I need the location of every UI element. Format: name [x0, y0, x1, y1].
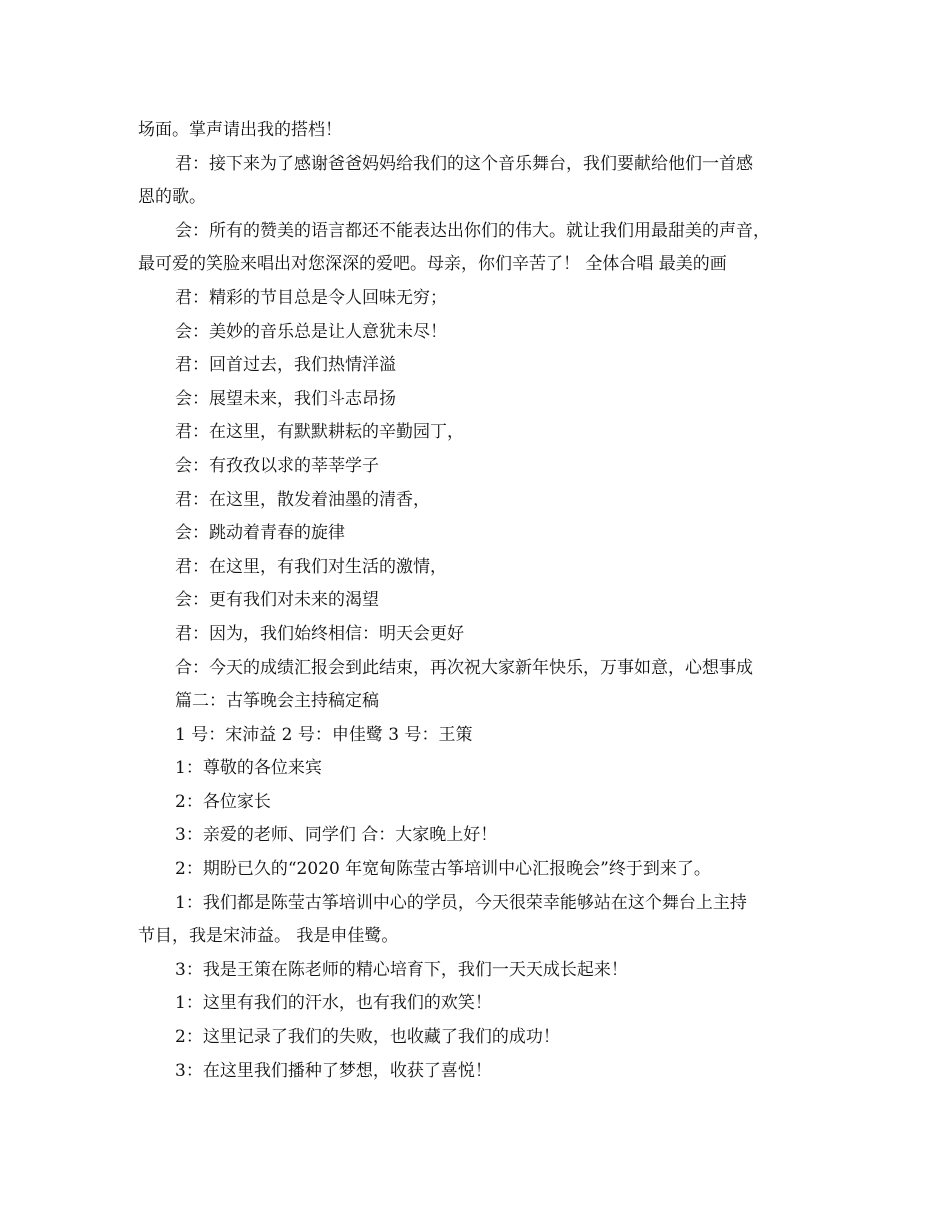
text-line: 2：期盼已久的“2020 年宽甸陈莹古筝培训中心汇报晚会”终于到来了。	[175, 859, 711, 880]
text-line: 会：展望未来，我们斗志昂扬	[175, 388, 396, 409]
text-line: 会：所有的赞美的语言都还不能表达出你们的伟大。就让我们用最甜美的声音，	[175, 220, 770, 241]
text-line: 最可爱的笑脸来唱出对您深深的爱吧。母亲，你们辛苦了！ 全体合唱 最美的画	[138, 254, 727, 275]
text-line: 会：跳动着青春的旋律	[175, 523, 345, 544]
text-line: 会：更有我们对未来的渴望	[175, 590, 379, 611]
text-line: 君：在这里，有我们对生活的激情，	[175, 556, 447, 577]
text-line: 1：这里有我们的汗水，也有我们的欢笑！	[175, 993, 492, 1014]
text-line: 1：尊敬的各位来宾	[175, 758, 322, 779]
text-line: 场面。掌声请出我的搭档！	[138, 120, 342, 140]
text-line: 会：有孜孜以求的莘莘学子	[175, 455, 379, 476]
text-line: 君：精彩的节目总是令人回味无穷；	[175, 287, 447, 308]
text-line: 君：回首过去，我们热情洋溢	[175, 355, 396, 376]
text-line: 君：接下来为了感谢爸爸妈妈给我们的这个音乐舞台，我们要献给他们一首感	[175, 153, 753, 174]
text-line: 篇二：古筝晚会主持稿定稿	[175, 691, 379, 712]
text-line: 君：在这里，散发着油墨的清香，	[175, 489, 430, 510]
text-line: 节目，我是宋沛益。 我是申佳鹭。	[138, 926, 399, 947]
text-line: 1：我们都是陈莹古筝培训中心的学员，今天很荣幸能够站在这个舞台上主持	[175, 892, 747, 913]
text-line: 3：亲爱的老师、同学们 合：大家晚上好！	[175, 825, 498, 846]
text-line: 会：美妙的音乐总是让人意犹未尽！	[175, 321, 447, 342]
text-line: 2：这里记录了我们的失败，也收藏了我们的成功！	[175, 1027, 560, 1048]
text-line: 1 号：宋沛益 2 号：申佳鹭 3 号：王策	[175, 724, 473, 745]
text-line: 3：在这里我们播种了梦想，收获了喜悦！	[175, 1060, 492, 1081]
text-line: 君：在这里，有默默耕耘的辛勤园丁，	[175, 422, 464, 443]
text-line: 恩的歌。	[138, 187, 206, 208]
document-body	[138, 117, 838, 1091]
text-line: 合：今天的成绩汇报会到此结束，再次祝大家新年快乐，万事如意，心想事成	[175, 657, 753, 678]
text-line: 3：我是王策在陈老师的精心培育下，我们一天天成长起来！	[175, 959, 628, 980]
text-line: 2：各位家长	[175, 791, 271, 812]
text-line: 君：因为，我们始终相信：明天会更好	[175, 623, 464, 644]
